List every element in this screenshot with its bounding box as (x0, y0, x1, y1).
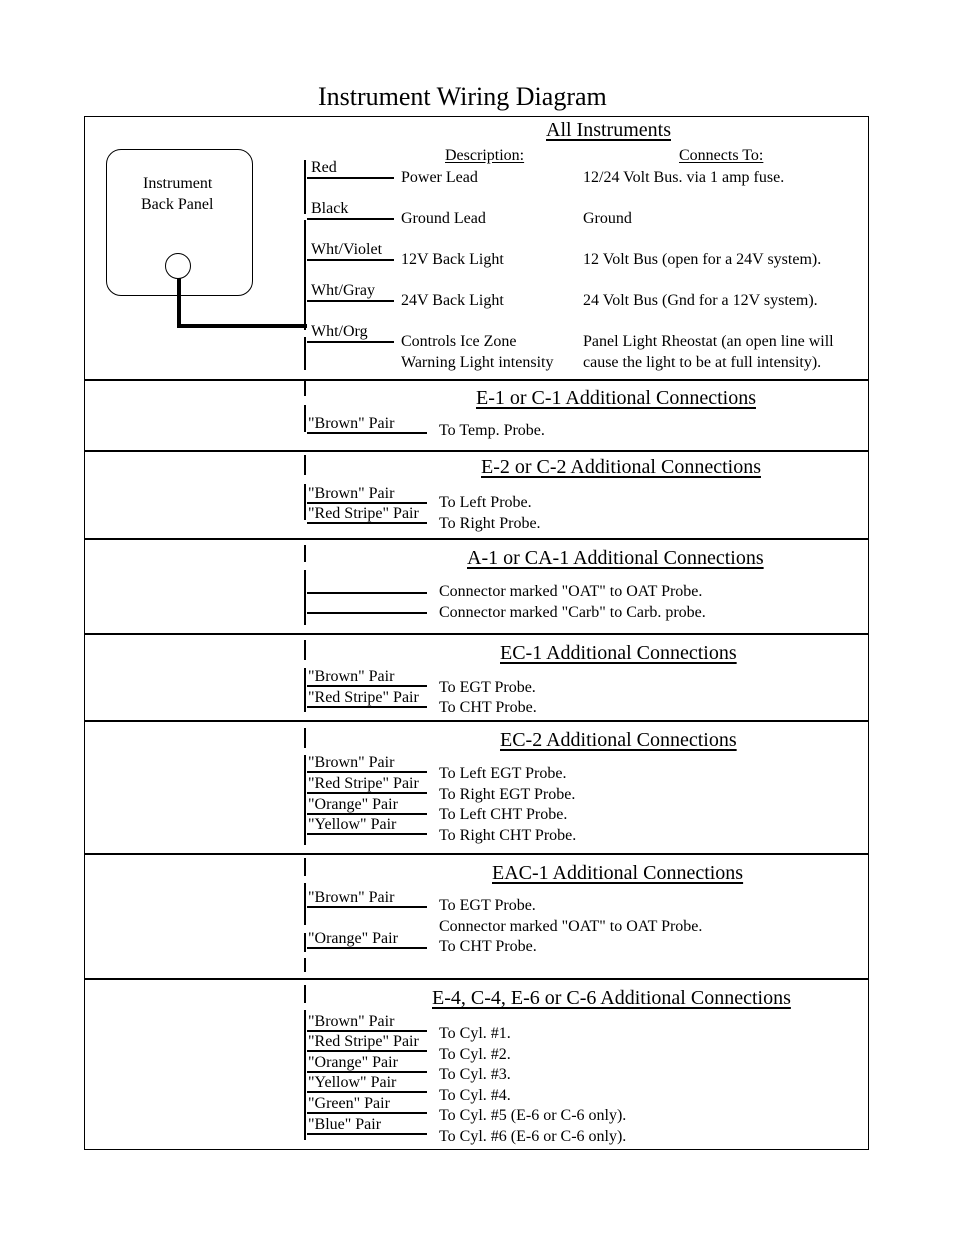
pair-label: "Yellow" Pair (308, 1074, 397, 1091)
wire-description-cont: Warning Light intensity (401, 354, 554, 371)
column-header-description: Description: (445, 147, 525, 164)
section-heading: E-4, C-4, E-6 or C-6 Additional Connections (432, 987, 791, 1009)
pair-line (307, 906, 427, 908)
wire-line (307, 259, 394, 261)
harness-trunk (304, 1010, 306, 1140)
pair-line (307, 833, 427, 835)
wire-label: Wht/Gray (311, 282, 375, 299)
wire-line (307, 300, 394, 302)
target-label: To Cyl. #3. (439, 1066, 511, 1083)
target-label: To EGT Probe. (439, 679, 536, 696)
section-heading: EC-1 Additional Connections (500, 642, 737, 664)
pair-label: "Brown" Pair (308, 415, 395, 432)
target-label: To CHT Probe. (439, 938, 537, 955)
pair-label: "Orange" Pair (308, 1054, 398, 1071)
pair-label: "Red Stripe" Pair (308, 505, 419, 522)
pair-line (307, 1071, 427, 1073)
section-divider (85, 720, 868, 722)
section-heading: EAC-1 Additional Connections (492, 862, 744, 884)
harness-trunk (304, 640, 306, 660)
pair-label: "Brown" Pair (308, 485, 395, 502)
section-heading: E-1 or C-1 Additional Connections (476, 387, 756, 409)
pair-label: "Brown" Pair (308, 1013, 395, 1030)
section-heading: EC-2 Additional Connections (500, 729, 737, 751)
pair-label: "Brown" Pair (308, 754, 395, 771)
harness-cable-horizontal (177, 324, 307, 328)
pair-line (307, 1091, 427, 1093)
pair-line (307, 1050, 427, 1052)
section-divider (85, 633, 868, 635)
wire-description: 12V Back Light (401, 251, 504, 268)
wire-description: 24V Back Light (401, 292, 504, 309)
target-label: Connector marked "OAT" to OAT Probe. (439, 918, 703, 935)
harness-trunk (304, 381, 306, 396)
pair-line (307, 1030, 427, 1032)
target-label: Connector marked "Carb" to Carb. probe. (439, 604, 706, 621)
pair-line (307, 813, 427, 815)
wire-connects-to-cont: cause the light to be at full intensity). (583, 354, 822, 371)
wire-description: Power Lead (401, 169, 478, 186)
harness-cable-vertical (177, 278, 181, 328)
pair-line (307, 502, 427, 504)
wire-connects-to: 12 Volt Bus (open for a 24V system). (583, 251, 822, 268)
pair-label: "Blue" Pair (308, 1116, 382, 1133)
target-label: To Left CHT Probe. (439, 806, 568, 823)
column-header-connects-to: Connects To: (679, 147, 764, 164)
pair-label: "Brown" Pair (308, 668, 395, 685)
section-divider (85, 538, 868, 540)
harness-trunk (304, 858, 306, 876)
pair-line (307, 792, 427, 794)
section-heading-all-instruments: All Instruments (546, 119, 671, 141)
harness-trunk (304, 545, 306, 562)
pair-label: "Orange" Pair (308, 930, 398, 947)
target-label: To Left EGT Probe. (439, 765, 567, 782)
section-divider (85, 853, 868, 855)
wire-connects-to: 12/24 Volt Bus. via 1 amp fuse. (583, 169, 785, 186)
wire-line (307, 177, 394, 179)
target-label: To Cyl. #4. (439, 1087, 511, 1104)
page-title: Instrument Wiring Diagram (318, 82, 607, 111)
target-label: To EGT Probe. (439, 897, 536, 914)
pair-line (307, 947, 427, 949)
pair-label: "Red Stripe" Pair (308, 775, 419, 792)
harness-trunk (304, 985, 306, 1003)
wire-label: Red (311, 159, 337, 176)
pair-line (307, 432, 427, 434)
harness-trunk (304, 405, 306, 432)
pair-label: "Yellow" Pair (308, 816, 397, 833)
pair-label: "Red Stripe" Pair (308, 689, 419, 706)
section-heading: A-1 or CA-1 Additional Connections (467, 547, 764, 569)
harness-trunk (304, 160, 306, 214)
target-label: To Cyl. #6 (E-6 or C-6 only). (439, 1128, 627, 1145)
harness-trunk (304, 933, 306, 952)
section-heading: E-2 or C-2 Additional Connections (481, 456, 761, 478)
harness-trunk (304, 728, 306, 748)
wire-description: Controls Ice Zone (401, 333, 517, 350)
pair-line (307, 706, 427, 708)
harness-trunk (304, 484, 306, 520)
pair-line (307, 685, 427, 687)
wire-description: Ground Lead (401, 210, 486, 227)
harness-trunk (304, 455, 306, 475)
pair-line (307, 1133, 427, 1135)
target-label: To Temp. Probe. (439, 422, 545, 439)
pair-line (307, 771, 427, 773)
section-divider (85, 450, 868, 452)
harness-trunk (304, 570, 306, 625)
pair-line (307, 522, 427, 524)
target-label: To Cyl. #1. (439, 1025, 511, 1042)
harness-trunk (304, 668, 306, 712)
harness-trunk (304, 337, 306, 370)
target-label: To Right Probe. (439, 515, 541, 532)
wire-line (307, 218, 394, 220)
pair-label: "Red Stripe" Pair (308, 1033, 419, 1050)
wire-connects-to: Ground (583, 210, 632, 227)
target-label: To Right EGT Probe. (439, 786, 576, 803)
section-divider (85, 379, 868, 381)
harness-trunk (304, 220, 306, 330)
target-label: To Cyl. #2. (439, 1046, 511, 1063)
harness-trunk (304, 755, 306, 845)
pair-line (307, 1112, 427, 1114)
harness-trunk (304, 883, 306, 925)
target-label: Connector marked "OAT" to OAT Probe. (439, 583, 703, 600)
wire-label: Wht/Org (311, 323, 368, 340)
wire-label: Wht/Violet (311, 241, 383, 258)
panel-label-line1: Instrument (143, 175, 213, 192)
connector-line (307, 592, 427, 594)
pair-label: "Green" Pair (308, 1095, 390, 1112)
section-divider (85, 978, 868, 980)
pair-label: "Brown" Pair (308, 889, 395, 906)
panel-label-line2: Back Panel (141, 196, 214, 213)
pair-label: "Orange" Pair (308, 796, 398, 813)
target-label: To Right CHT Probe. (439, 827, 577, 844)
wire-label: Black (311, 200, 349, 217)
wire-line (307, 341, 394, 343)
target-label: To CHT Probe. (439, 699, 537, 716)
wire-connects-to: 24 Volt Bus (Gnd for a 12V system). (583, 292, 818, 309)
connector-icon (165, 253, 191, 279)
target-label: To Cyl. #5 (E-6 or C-6 only). (439, 1107, 627, 1124)
target-label: To Left Probe. (439, 494, 532, 511)
connector-line (307, 612, 427, 614)
wire-connects-to: Panel Light Rheostat (an open line will (583, 333, 834, 350)
harness-trunk (304, 958, 306, 972)
